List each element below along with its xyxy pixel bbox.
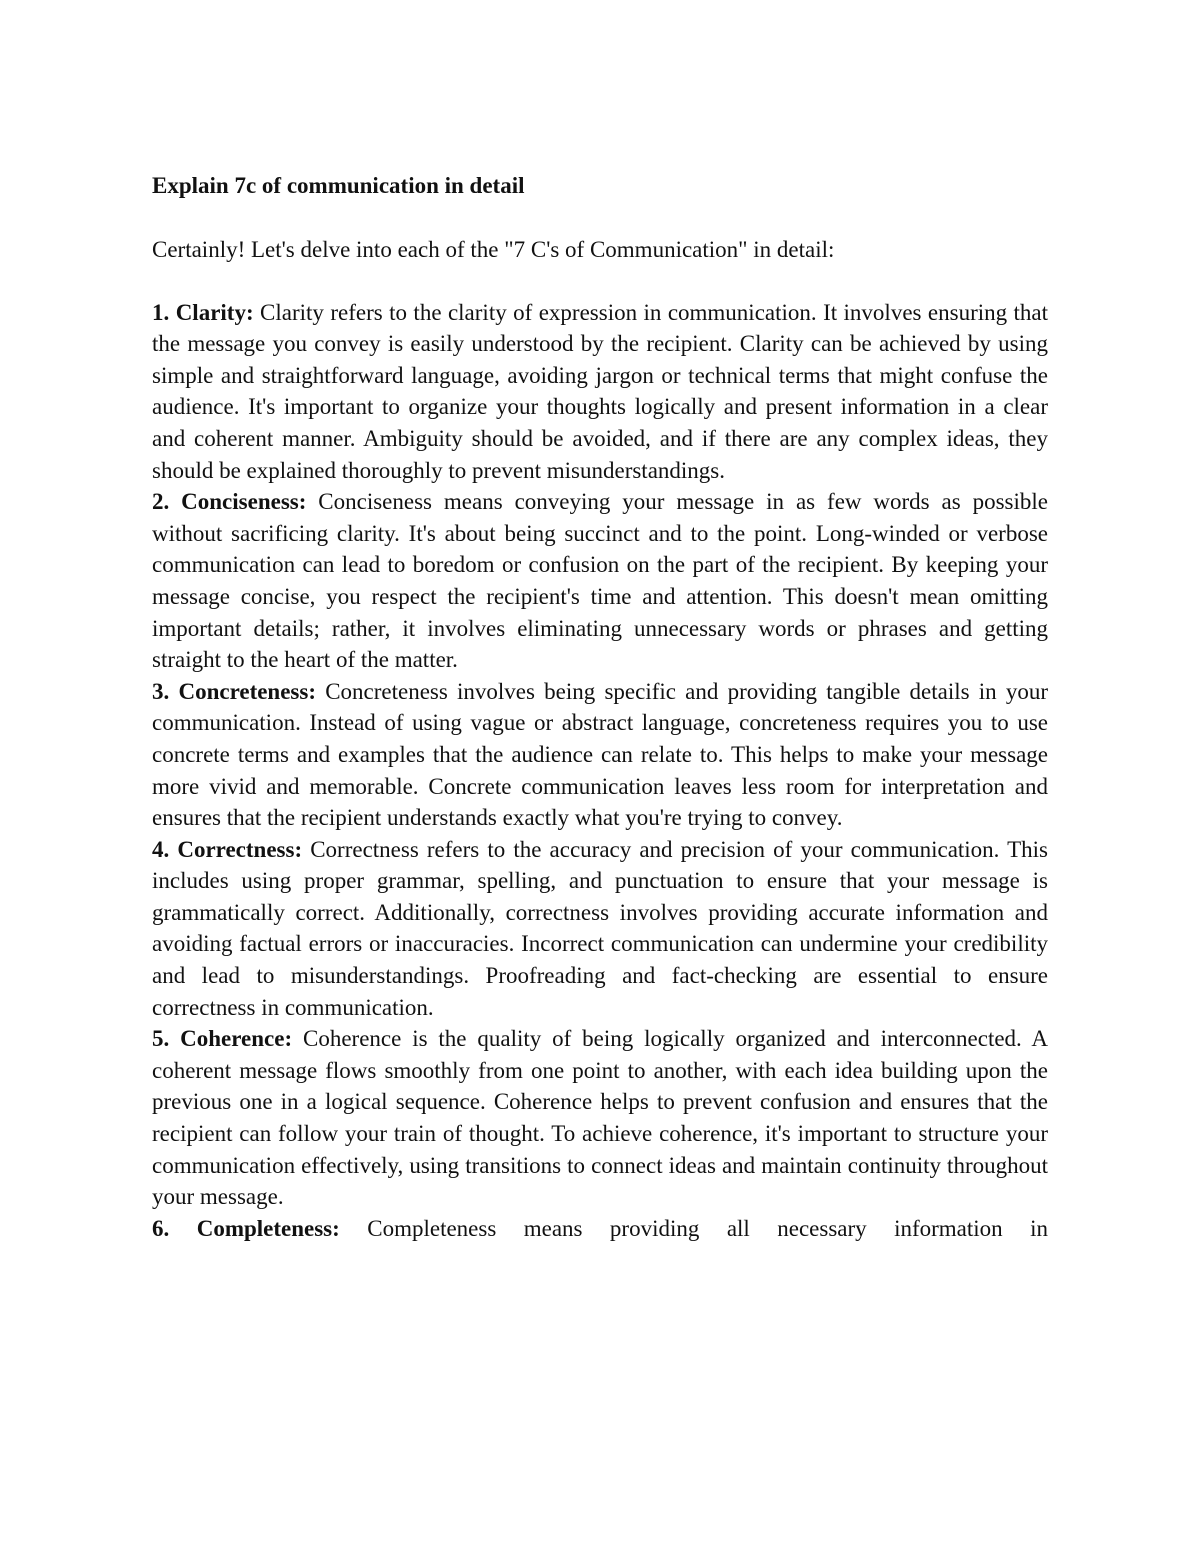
item-term: Coherence: bbox=[180, 1026, 293, 1052]
item-text: Coherence is the quality of being logically organized and interconnected. A coherent message flows smoothly from one point to another, with each idea building upon the previous one in a logical sequence. Coherence helps to prevent confusion and ensures that the recipient can follow your train of thought. To achieve coherence, it's important to structure your communication effectively, using transitions to connect ideas and maintain continuity throughout your message. bbox=[152, 1026, 1049, 1210]
item-number: 5. bbox=[152, 1026, 170, 1052]
item-number: 1. bbox=[152, 299, 170, 325]
item-term: Correctness: bbox=[177, 836, 303, 862]
item-term: Concreteness: bbox=[178, 678, 316, 704]
item-text: Correctness refers to the accuracy and precision of your communication. This includes using proper grammar, spelling, and punctuation to ensure that your message is grammatically correct. Additionally, correctness involves providing accurate information and avoiding factual errors or inaccuracies. Incorrect communication can undermine your credibility and lead to misunderstandings. Proofreading and fact-checking are essential to ensure correctness in communication. bbox=[152, 836, 1049, 1020]
list-item-completeness bbox=[152, 1213, 1048, 1245]
item-number: 4. bbox=[152, 836, 170, 862]
item-term: Completeness: bbox=[196, 1215, 340, 1241]
item-term: Conciseness: bbox=[181, 489, 307, 515]
list-item-clarity bbox=[152, 297, 1048, 487]
item-text: Completeness means providing all necessary information in bbox=[367, 1215, 1049, 1241]
intro-paragraph: Certainly! Let's delve into each of the "7 C's of Communication" in detail: bbox=[152, 237, 835, 262]
item-number: 2. bbox=[152, 489, 170, 515]
list-item-concreteness bbox=[152, 676, 1048, 834]
item-number: 3. bbox=[152, 678, 170, 704]
item-text: Conciseness means conveying your message in as few words as possible without sacrificing clarity. It's about being succinct and to the point. Long-winded or verbose communication can lead to boredom or confusion on the part of the recipient. By keeping your message concise, you respect the recipient's time and attention. This doesn't mean omitting important details; rather, it involves eliminating unnecessary words or phrases and getting straight to the heart of the matter. bbox=[152, 489, 1048, 673]
document-title: Explain 7c of communication in detail bbox=[152, 173, 525, 198]
item-term: Clarity: bbox=[175, 299, 254, 325]
document-page bbox=[152, 170, 1048, 1244]
item-text: Clarity refers to the clarity of expression in communication. It involves ensuring that the message you convey is easily understood by the recipient. Clarity can be achieved by using simple and straightforward language, avoiding jargon or technical terms that might confuse the audience. It's important to organize your thoughts logically and present information in a clear and coherent manner. Ambiguity should be avoided, and if there are any complex ideas, they should be explained thoroughly to prevent misunderstandings. bbox=[152, 299, 1049, 483]
list-item-coherence bbox=[152, 1023, 1048, 1213]
list-item-conciseness bbox=[152, 486, 1048, 676]
item-number: 6. bbox=[152, 1215, 170, 1241]
list-item-correctness bbox=[152, 834, 1048, 1024]
item-text: Concreteness involves being specific and providing tangible details in your communication. Instead of using vague or abstract language, concreteness requires you to use concrete terms and examples that the audience can relate to. This helps to make your message more vivid and memorable. Concrete communication leaves less room for interpretation and ensures that the recipient understands exactly what you're trying to convey. bbox=[152, 678, 1048, 831]
